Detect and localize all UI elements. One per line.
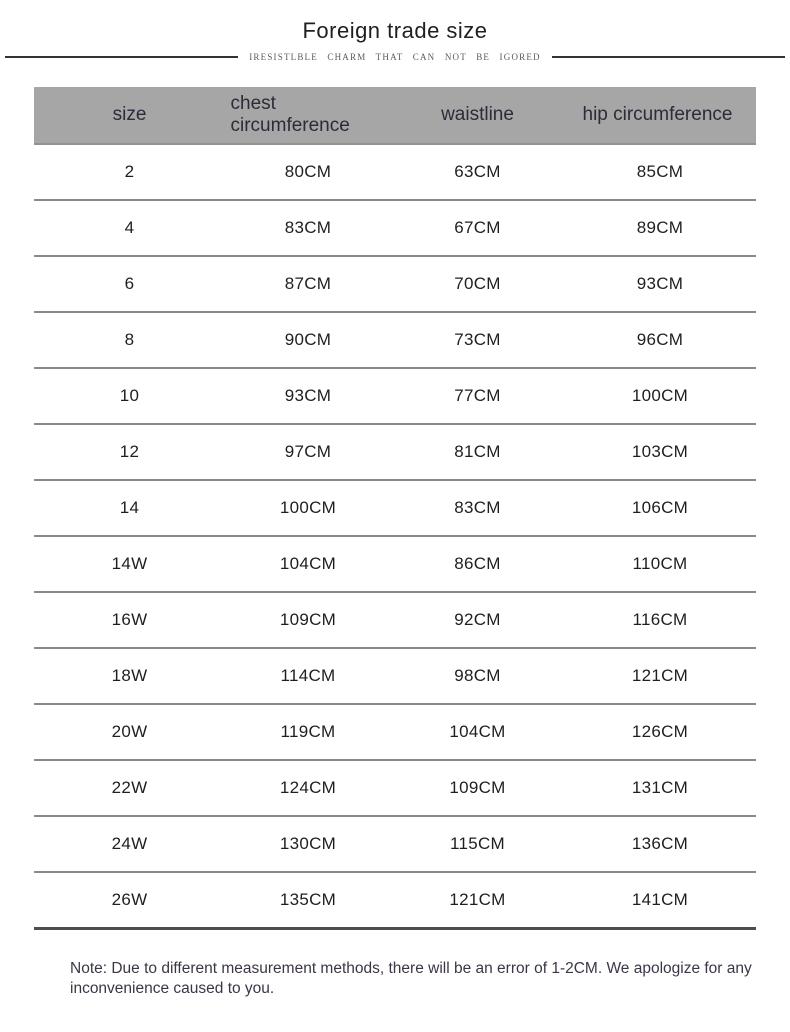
table-cell-chest: 90CM xyxy=(225,312,391,368)
table-row xyxy=(34,704,756,760)
column-header-chest xyxy=(225,87,391,144)
table-cell-chest: 93CM xyxy=(225,368,391,424)
table-cell-hip: 103CM xyxy=(564,424,756,480)
table-cell-size: 26W xyxy=(34,872,225,928)
table-cell-hip: 131CM xyxy=(564,760,756,816)
table-cell-hip: 121CM xyxy=(564,648,756,704)
table-cell-chest: 83CM xyxy=(225,200,391,256)
table-row xyxy=(34,592,756,648)
column-header-size-label: size xyxy=(112,104,147,125)
table-cell-hip: 106CM xyxy=(564,480,756,536)
table-header-row xyxy=(34,87,756,144)
table-cell-size: 14W xyxy=(34,536,225,592)
table-cell-chest: 114CM xyxy=(225,648,391,704)
table-cell-hip: 116CM xyxy=(564,592,756,648)
table-cell-waistline: 121CM xyxy=(391,872,564,928)
table-row xyxy=(34,536,756,592)
table-row xyxy=(34,312,756,368)
table-cell-size: 24W xyxy=(34,816,225,872)
table-cell-waistline: 77CM xyxy=(391,368,564,424)
table-cell-size: 2 xyxy=(34,144,225,200)
table-cell-size: 12 xyxy=(34,424,225,480)
table-cell-chest: 124CM xyxy=(225,760,391,816)
table-cell-hip: 96CM xyxy=(564,312,756,368)
table-cell-chest: 119CM xyxy=(225,704,391,760)
table-row xyxy=(34,816,756,872)
table-row xyxy=(34,200,756,256)
table-cell-hip: 93CM xyxy=(564,256,756,312)
table-cell-waistline: 67CM xyxy=(391,200,564,256)
table-cell-hip: 136CM xyxy=(564,816,756,872)
table-cell-chest: 104CM xyxy=(225,536,391,592)
table-cell-waistline: 63CM xyxy=(391,144,564,200)
table-body xyxy=(34,144,756,928)
subtitle-left-rule xyxy=(5,56,238,58)
table-cell-waistline: 81CM xyxy=(391,424,564,480)
table-row xyxy=(34,424,756,480)
table-cell-hip: 126CM xyxy=(564,704,756,760)
subtitle-text: IRESISTLBLE CHARM THAT CAN NOT BE IGORED xyxy=(249,52,541,62)
table-row xyxy=(34,648,756,704)
table-cell-size: 18W xyxy=(34,648,225,704)
table-cell-waistline: 92CM xyxy=(391,592,564,648)
table-cell-waistline: 70CM xyxy=(391,256,564,312)
table-row xyxy=(34,480,756,536)
table-cell-waistline: 115CM xyxy=(391,816,564,872)
table-row xyxy=(34,144,756,200)
table-cell-chest: 100CM xyxy=(225,480,391,536)
table-cell-waistline: 98CM xyxy=(391,648,564,704)
table-cell-chest: 87CM xyxy=(225,256,391,312)
table-cell-size: 14 xyxy=(34,480,225,536)
column-header-hip-label: hip circumference xyxy=(582,104,733,126)
table-cell-size: 16W xyxy=(34,592,225,648)
table-cell-size: 22W xyxy=(34,760,225,816)
table-cell-waistline: 86CM xyxy=(391,536,564,592)
table-cell-size: 10 xyxy=(34,368,225,424)
table-cell-waistline: 83CM xyxy=(391,480,564,536)
table-cell-chest: 97CM xyxy=(225,424,391,480)
table-cell-hip: 100CM xyxy=(564,368,756,424)
table-cell-chest: 130CM xyxy=(225,816,391,872)
column-header-size xyxy=(34,87,225,144)
size-chart-page xyxy=(0,18,790,1032)
column-header-waistline-label: waistline xyxy=(441,104,514,125)
column-header-waistline xyxy=(391,87,564,144)
column-header-hip xyxy=(564,87,756,144)
table-cell-hip: 85CM xyxy=(564,144,756,200)
table-row xyxy=(34,256,756,312)
table-row xyxy=(34,368,756,424)
table-cell-size: 6 xyxy=(34,256,225,312)
table-row xyxy=(34,872,756,928)
table-cell-waistline: 104CM xyxy=(391,704,564,760)
table-cell-hip: 89CM xyxy=(564,200,756,256)
page-title: Foreign trade size xyxy=(302,18,488,43)
table-cell-size: 8 xyxy=(34,312,225,368)
note-text: Note: Due to different measurement methods, there will be an error of 1-2CM. We apologize for any inconvenience caused to you. xyxy=(70,959,752,997)
column-header-chest-label: chest circumference xyxy=(230,93,350,136)
size-table xyxy=(34,87,756,930)
table-cell-size: 20W xyxy=(34,704,225,760)
subtitle-right-rule xyxy=(552,56,785,58)
table-cell-size: 4 xyxy=(34,200,225,256)
table-cell-chest: 109CM xyxy=(225,592,391,648)
subtitle-row xyxy=(0,52,790,62)
table-cell-hip: 141CM xyxy=(564,872,756,928)
table-cell-hip: 110CM xyxy=(564,536,756,592)
table-cell-chest: 135CM xyxy=(225,872,391,928)
table-cell-waistline: 73CM xyxy=(391,312,564,368)
table-row xyxy=(34,760,756,816)
table-cell-waistline: 109CM xyxy=(391,760,564,816)
table-cell-chest: 80CM xyxy=(225,144,391,200)
